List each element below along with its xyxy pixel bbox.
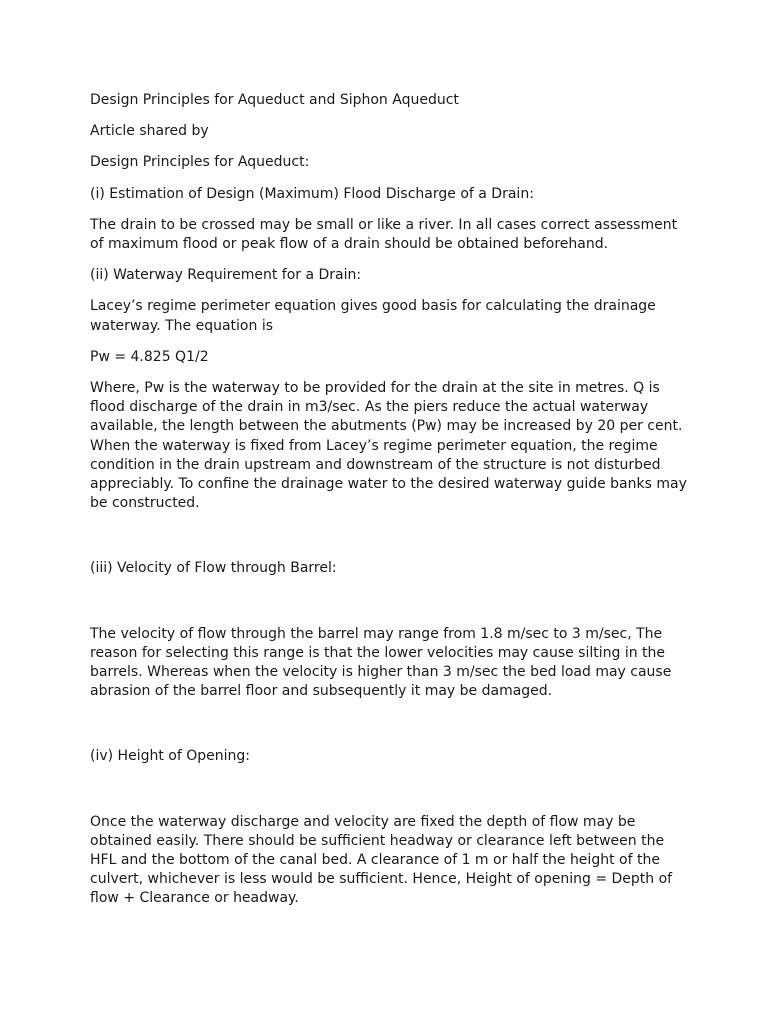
item4-heading: (iv) Height of Opening: [90, 748, 250, 765]
item3-heading: (iii) Velocity of Flow through Barrel: [90, 560, 337, 577]
item2-explanation-paragraph: Where, Pw is the waterway to be provided for the drain at the site in metres. Q is flood discharge of the drain in m3/sec. As the piers reduce the actual waterway available, the length between the abutments (Pw) may be increased by 20 per cent. When the waterway is fixed from Lacey’s regime perimeter equation, the regime condition in the drain upstream and downstream of the structure is not disturbed appreciably. To confine the drainage water to the desired waterway guide banks may be constructed. [90, 380, 687, 512]
item4-paragraph: Once the waterway discharge and velocity are fixed the depth of flow may be obtained easily. There should be sufficient headway or clearance left between the HFL and the bottom of the canal bed. A clearance of 1 m or half the height of the culvert, whichever is less would be sufficient. Hence, Height of opening = Depth of flow + Clearance or headway. [90, 813, 673, 907]
document-title: Design Principles for Aqueduct and Siphon Aqueduct [90, 92, 459, 108]
item1-paragraph: The drain to be crossed may be small or like a river. In all cases correct assessment of maximum flood or peak flow of a drain should be obtained beforehand. [90, 216, 678, 253]
equation-line: Pw = 4.825 Q1/2 [90, 348, 209, 365]
item1-heading: (i) Estimation of Design (Maximum) Flood Discharge of a Drain: [90, 185, 534, 202]
item2-paragraph: Lacey’s regime perimeter equation gives good basis for calculating the drainage waterway. The equation is [90, 298, 656, 334]
section-heading: Design Principles for Aqueduct: [90, 154, 310, 171]
document-page [90, 91, 690, 909]
shared-by-line: Article shared by [90, 123, 209, 140]
item2-heading: (ii) Waterway Requirement for a Drain: [90, 267, 362, 284]
item3-paragraph: The velocity of flow through the barrel may range from 1.8 m/sec to 3 m/sec, The reason for selecting this range is that the lower velocities may cause silting in the barrels. Whereas when the velocity is higher than 3 m/sec the bed load may cause abrasion of the barrel floor and subsequently it may be damaged. [90, 625, 672, 700]
